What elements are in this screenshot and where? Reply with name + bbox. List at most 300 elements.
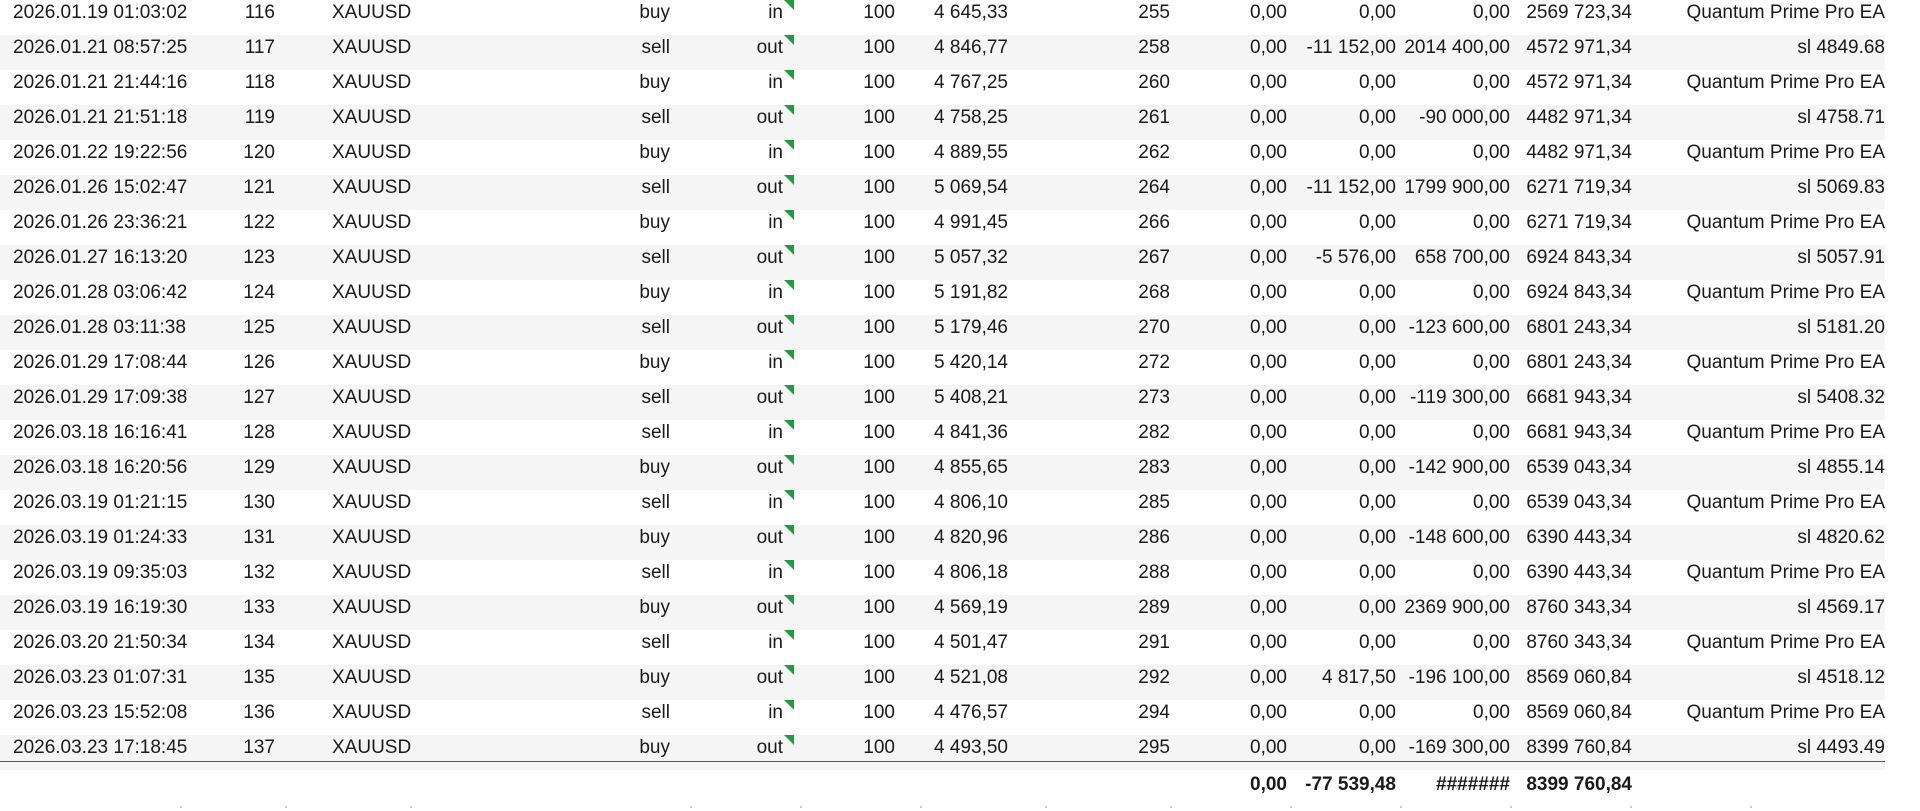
deal-comment: Quantum Prime Pro EA — [1686, 352, 1885, 373]
deal-order: 282 — [1138, 422, 1170, 443]
column-tick — [800, 806, 802, 808]
deal-volume: 100 — [863, 142, 895, 163]
deal-swap: 0,00 — [1359, 317, 1396, 338]
table-row[interactable] — [0, 175, 1885, 210]
direction-flag-icon — [784, 455, 794, 465]
deal-balance: 6539 043,34 — [1526, 457, 1632, 478]
deal-volume: 100 — [863, 177, 895, 198]
deal-commission: 0,00 — [1250, 457, 1287, 478]
direction-flag-icon — [784, 665, 794, 675]
deal-symbol: XAUUSD — [332, 527, 412, 548]
table-row[interactable] — [0, 280, 1885, 315]
deal-time: 2026.03.19 01:21:15 — [13, 492, 188, 513]
deal-order: 286 — [1138, 527, 1170, 548]
deal-time: 2026.01.26 23:36:21 — [13, 212, 188, 233]
deal-price: 4 493,50 — [934, 737, 1008, 758]
deal-symbol: XAUUSD — [332, 387, 412, 408]
deal-commission: 0,00 — [1250, 72, 1287, 93]
deal-time: 2026.01.26 15:02:47 — [13, 177, 188, 198]
deal-type: sell — [641, 317, 670, 338]
deal-commission: 0,00 — [1250, 317, 1287, 338]
deal-number: 125 — [243, 317, 275, 338]
deal-comment: sl 4849.68 — [1797, 37, 1885, 58]
deal-direction: out — [756, 737, 783, 758]
deal-time: 2026.01.27 16:13:20 — [13, 247, 188, 268]
deal-direction: in — [768, 72, 783, 93]
deal-comment: sl 4493.49 — [1797, 737, 1885, 758]
totals-divider — [0, 761, 1885, 762]
deal-volume: 100 — [863, 492, 895, 513]
deal-type: sell — [641, 37, 670, 58]
deal-volume: 100 — [863, 527, 895, 548]
deal-direction: out — [756, 37, 783, 58]
deal-volume: 100 — [863, 562, 895, 583]
deal-price: 4 645,33 — [934, 2, 1008, 23]
table-row[interactable] — [0, 210, 1885, 245]
deal-price: 4 521,08 — [934, 667, 1008, 688]
deal-type: sell — [641, 387, 670, 408]
deal-profit: 0,00 — [1473, 352, 1510, 373]
deal-type: sell — [641, 702, 670, 723]
deal-profit: 0,00 — [1473, 72, 1510, 93]
deal-number: 136 — [243, 702, 275, 723]
deal-symbol: XAUUSD — [332, 632, 412, 653]
deal-balance: 6539 043,34 — [1526, 492, 1632, 513]
deal-symbol: XAUUSD — [332, 492, 412, 513]
deal-comment: sl 4569.17 — [1797, 597, 1885, 618]
deal-balance: 8569 060,84 — [1526, 702, 1632, 723]
direction-flag-icon — [784, 175, 794, 185]
deal-comment: Quantum Prime Pro EA — [1686, 72, 1885, 93]
deal-number: 134 — [243, 632, 275, 653]
deal-volume: 100 — [863, 317, 895, 338]
deal-swap: 0,00 — [1359, 107, 1396, 128]
total-commission: 0,00 — [1250, 774, 1287, 795]
deal-order: 268 — [1138, 282, 1170, 303]
table-row[interactable] — [0, 560, 1885, 595]
deal-type: buy — [639, 737, 670, 758]
deal-symbol: XAUUSD — [332, 37, 412, 58]
deal-commission: 0,00 — [1250, 2, 1287, 23]
direction-flag-icon — [784, 490, 794, 500]
deal-direction: in — [768, 282, 783, 303]
deal-comment: sl 5069.83 — [1797, 177, 1885, 198]
deal-type: sell — [641, 492, 670, 513]
direction-flag-icon — [784, 735, 794, 745]
deal-number: 131 — [243, 527, 275, 548]
direction-flag-icon — [784, 0, 794, 10]
deal-balance: 6271 719,34 — [1526, 212, 1632, 233]
deal-number: 128 — [243, 422, 275, 443]
deal-balance: 8760 343,34 — [1526, 597, 1632, 618]
deal-direction: in — [768, 142, 783, 163]
deal-direction: in — [768, 702, 783, 723]
deal-direction: out — [756, 457, 783, 478]
table-row[interactable] — [0, 245, 1885, 280]
deal-commission: 0,00 — [1250, 212, 1287, 233]
deal-order: 295 — [1138, 737, 1170, 758]
deal-direction: in — [768, 562, 783, 583]
deal-volume: 100 — [863, 737, 895, 758]
deal-time: 2026.03.19 01:24:33 — [13, 527, 188, 548]
direction-flag-icon — [784, 70, 794, 80]
deal-direction: out — [756, 597, 783, 618]
deal-commission: 0,00 — [1250, 142, 1287, 163]
deal-symbol: XAUUSD — [332, 212, 412, 233]
deal-order: 267 — [1138, 247, 1170, 268]
deal-commission: 0,00 — [1250, 597, 1287, 618]
deal-time: 2026.01.28 03:11:38 — [13, 317, 186, 338]
deal-price: 4 767,25 — [934, 72, 1008, 93]
deal-balance: 6801 243,34 — [1526, 352, 1632, 373]
deal-direction: out — [756, 247, 783, 268]
column-tick — [1630, 806, 1632, 808]
deal-comment: Quantum Prime Pro EA — [1686, 632, 1885, 653]
deal-swap: 0,00 — [1359, 737, 1396, 758]
deal-comment: sl 4820.62 — [1797, 527, 1885, 548]
deal-swap: 0,00 — [1359, 492, 1396, 513]
deal-profit: -142 900,00 — [1408, 457, 1510, 478]
deal-comment: sl 4758.71 — [1797, 107, 1885, 128]
direction-flag-icon — [784, 210, 794, 220]
deal-profit: 0,00 — [1473, 422, 1510, 443]
deal-volume: 100 — [863, 212, 895, 233]
deal-comment: Quantum Prime Pro EA — [1686, 702, 1885, 723]
deal-price: 4 806,18 — [934, 562, 1008, 583]
deal-balance: 6924 843,34 — [1526, 282, 1632, 303]
deal-balance: 6681 943,34 — [1526, 387, 1632, 408]
table-row[interactable] — [0, 665, 1885, 700]
deal-time: 2026.01.29 17:08:44 — [13, 352, 188, 373]
deal-price: 4 991,45 — [934, 212, 1008, 233]
deal-commission: 0,00 — [1250, 352, 1287, 373]
deal-swap: 0,00 — [1359, 352, 1396, 373]
deal-time: 2026.01.21 21:44:16 — [13, 72, 188, 93]
totals-row — [0, 772, 1920, 802]
deal-direction: in — [768, 422, 783, 443]
deal-number: 126 — [243, 352, 275, 373]
deal-type: buy — [639, 212, 670, 233]
deal-symbol: XAUUSD — [332, 177, 412, 198]
table-row[interactable] — [0, 595, 1885, 630]
table-row[interactable] — [0, 140, 1885, 175]
direction-flag-icon — [784, 525, 794, 535]
table-row[interactable] — [0, 105, 1885, 140]
deal-comment: Quantum Prime Pro EA — [1686, 2, 1885, 23]
deal-price: 4 476,57 — [934, 702, 1008, 723]
deal-volume: 100 — [863, 422, 895, 443]
deal-symbol: XAUUSD — [332, 247, 412, 268]
table-row[interactable] — [0, 700, 1885, 735]
deal-comment: sl 4518.12 — [1797, 667, 1885, 688]
deal-commission: 0,00 — [1250, 282, 1287, 303]
deal-volume: 100 — [863, 597, 895, 618]
direction-flag-icon — [784, 560, 794, 570]
deal-balance: 4482 971,34 — [1526, 142, 1632, 163]
table-row[interactable] — [0, 420, 1885, 455]
deal-number: 119 — [244, 107, 275, 128]
deal-balance: 6390 443,34 — [1526, 527, 1632, 548]
table-row[interactable] — [0, 455, 1885, 490]
deal-direction: in — [768, 492, 783, 513]
deal-commission: 0,00 — [1250, 737, 1287, 758]
deal-volume: 100 — [863, 702, 895, 723]
deal-type: buy — [639, 457, 670, 478]
deal-swap: 0,00 — [1359, 632, 1396, 653]
deal-balance: 4572 971,34 — [1526, 37, 1632, 58]
deal-time: 2026.01.28 03:06:42 — [13, 282, 188, 303]
deal-price: 4 806,10 — [934, 492, 1008, 513]
deal-price: 4 889,55 — [934, 142, 1008, 163]
direction-flag-icon — [784, 140, 794, 150]
deal-order: 266 — [1138, 212, 1170, 233]
deal-number: 123 — [243, 247, 275, 268]
deal-direction: out — [756, 107, 783, 128]
deal-price: 4 820,96 — [934, 527, 1008, 548]
deal-direction: in — [768, 2, 783, 23]
deal-type: sell — [641, 177, 670, 198]
direction-flag-icon — [784, 280, 794, 290]
deal-profit: 2014 400,00 — [1404, 37, 1510, 58]
deal-volume: 100 — [863, 247, 895, 268]
deal-time: 2026.03.19 09:35:03 — [13, 562, 188, 583]
deal-number: 122 — [243, 212, 275, 233]
deal-symbol: XAUUSD — [332, 457, 412, 478]
table-row[interactable] — [0, 0, 1885, 35]
deal-balance: 8760 343,34 — [1526, 632, 1632, 653]
deal-price: 5 420,14 — [934, 352, 1008, 373]
deal-volume: 100 — [863, 457, 895, 478]
column-tick — [180, 806, 182, 808]
deal-order: 283 — [1138, 457, 1170, 478]
direction-flag-icon — [784, 245, 794, 255]
deal-volume: 100 — [863, 352, 895, 373]
deal-swap: 0,00 — [1359, 527, 1396, 548]
deal-balance: 6681 943,34 — [1526, 422, 1632, 443]
table-row[interactable] — [0, 315, 1885, 350]
deal-volume: 100 — [863, 72, 895, 93]
deal-type: buy — [639, 142, 670, 163]
deal-swap: 0,00 — [1359, 212, 1396, 233]
deal-order: 260 — [1138, 72, 1170, 93]
column-tick — [1400, 806, 1402, 808]
deal-swap: 0,00 — [1359, 457, 1396, 478]
deal-profit: 0,00 — [1473, 142, 1510, 163]
deal-number: 116 — [244, 2, 275, 23]
deal-time: 2026.03.23 15:52:08 — [13, 702, 188, 723]
deal-symbol: XAUUSD — [332, 2, 412, 23]
deal-type: sell — [641, 107, 670, 128]
deal-swap: 0,00 — [1359, 562, 1396, 583]
deal-order: 258 — [1138, 37, 1170, 58]
table-row[interactable] — [0, 70, 1885, 105]
deal-profit: 0,00 — [1473, 632, 1510, 653]
total-swap: -77 539,48 — [1305, 774, 1396, 795]
deal-volume: 100 — [863, 2, 895, 23]
table-row[interactable] — [0, 630, 1885, 665]
deal-commission: 0,00 — [1250, 527, 1287, 548]
deal-order: 262 — [1138, 142, 1170, 163]
deal-volume: 100 — [863, 37, 895, 58]
deal-comment: Quantum Prime Pro EA — [1686, 212, 1885, 233]
deal-balance: 8399 760,84 — [1526, 737, 1632, 758]
deal-number: 130 — [243, 492, 275, 513]
deal-time: 2026.03.18 16:20:56 — [13, 457, 188, 478]
deal-time: 2026.03.18 16:16:41 — [13, 422, 188, 443]
deal-profit: 658 700,00 — [1414, 247, 1510, 268]
deal-type: sell — [641, 422, 670, 443]
deal-balance: 6924 843,34 — [1526, 247, 1632, 268]
deal-direction: out — [756, 317, 783, 338]
deal-price: 4 758,25 — [934, 107, 1008, 128]
deal-commission: 0,00 — [1250, 492, 1287, 513]
deal-commission: 0,00 — [1250, 247, 1287, 268]
deal-symbol: XAUUSD — [332, 72, 412, 93]
direction-flag-icon — [784, 315, 794, 325]
direction-flag-icon — [784, 700, 794, 710]
deal-comment: Quantum Prime Pro EA — [1686, 422, 1885, 443]
direction-flag-icon — [784, 35, 794, 45]
deal-profit: 0,00 — [1473, 2, 1510, 23]
deal-order: 255 — [1138, 2, 1170, 23]
deal-commission: 0,00 — [1250, 387, 1287, 408]
column-tick — [1510, 806, 1512, 808]
deal-commission: 0,00 — [1250, 177, 1287, 198]
deal-profit: 1799 900,00 — [1404, 177, 1510, 198]
deal-symbol: XAUUSD — [332, 667, 412, 688]
deal-order: 292 — [1138, 667, 1170, 688]
deal-order: 289 — [1138, 597, 1170, 618]
deal-time: 2026.03.19 16:19:30 — [13, 597, 188, 618]
deal-profit: -196 100,00 — [1408, 667, 1510, 688]
deal-profit: -123 600,00 — [1408, 317, 1510, 338]
deal-symbol: XAUUSD — [332, 142, 412, 163]
deal-type: buy — [639, 2, 670, 23]
deal-profit: -169 300,00 — [1408, 737, 1510, 758]
deal-profit: 0,00 — [1473, 702, 1510, 723]
deal-type: sell — [641, 632, 670, 653]
deal-symbol: XAUUSD — [332, 422, 412, 443]
deal-volume: 100 — [863, 282, 895, 303]
deal-commission: 0,00 — [1250, 632, 1287, 653]
deal-direction: in — [768, 212, 783, 233]
deal-time: 2026.01.21 21:51:18 — [13, 107, 188, 128]
deal-profit: 0,00 — [1473, 282, 1510, 303]
deal-profit: 0,00 — [1473, 492, 1510, 513]
deal-type: buy — [639, 352, 670, 373]
deal-order: 273 — [1138, 387, 1170, 408]
deal-price: 5 069,54 — [934, 177, 1008, 198]
deal-number: 124 — [243, 282, 275, 303]
deal-swap: 0,00 — [1359, 702, 1396, 723]
deal-swap: 4 817,50 — [1322, 667, 1396, 688]
deal-number: 117 — [244, 37, 275, 58]
deal-swap: -11 152,00 — [1306, 177, 1396, 198]
deal-balance: 4572 971,34 — [1526, 72, 1632, 93]
deal-price: 5 057,32 — [934, 247, 1008, 268]
deal-order: 294 — [1138, 702, 1170, 723]
column-tick — [1290, 806, 1292, 808]
deal-symbol: XAUUSD — [332, 597, 412, 618]
deal-type: sell — [641, 247, 670, 268]
deal-number: 127 — [243, 387, 275, 408]
deal-volume: 100 — [863, 387, 895, 408]
deal-order: 285 — [1138, 492, 1170, 513]
deal-order: 270 — [1138, 317, 1170, 338]
table-row[interactable] — [0, 735, 1885, 770]
direction-flag-icon — [784, 385, 794, 395]
deal-order: 264 — [1138, 177, 1170, 198]
table-row[interactable] — [0, 385, 1885, 420]
deal-time: 2026.01.19 01:03:02 — [13, 2, 188, 23]
deal-swap: 0,00 — [1359, 387, 1396, 408]
deal-number: 137 — [243, 737, 275, 758]
table-row[interactable] — [0, 350, 1885, 385]
deal-balance: 2569 723,34 — [1526, 2, 1632, 23]
deal-profit: -148 600,00 — [1408, 527, 1510, 548]
cell-grid-ticks — [0, 806, 1920, 811]
column-tick — [410, 806, 412, 808]
deal-type: buy — [639, 72, 670, 93]
deal-swap: -5 576,00 — [1315, 247, 1396, 268]
deal-symbol: XAUUSD — [332, 317, 412, 338]
deal-commission: 0,00 — [1250, 37, 1287, 58]
deal-swap: 0,00 — [1359, 597, 1396, 618]
deal-commission: 0,00 — [1250, 107, 1287, 128]
deal-time: 2026.03.20 21:50:34 — [13, 632, 188, 653]
deal-price: 4 841,36 — [934, 422, 1008, 443]
table-row[interactable] — [0, 490, 1885, 525]
deal-number: 120 — [243, 142, 275, 163]
deal-number: 135 — [243, 667, 275, 688]
direction-flag-icon — [784, 420, 794, 430]
deal-commission: 0,00 — [1250, 562, 1287, 583]
deal-profit: 2369 900,00 — [1404, 597, 1510, 618]
deal-direction: out — [756, 177, 783, 198]
deal-order: 288 — [1138, 562, 1170, 583]
deal-order: 272 — [1138, 352, 1170, 373]
column-tick — [690, 806, 692, 808]
deal-commission: 0,00 — [1250, 422, 1287, 443]
deal-balance: 6801 243,34 — [1526, 317, 1632, 338]
deal-commission: 0,00 — [1250, 702, 1287, 723]
deal-symbol: XAUUSD — [332, 737, 412, 758]
column-tick — [1170, 806, 1172, 808]
deal-direction: out — [756, 527, 783, 548]
deal-balance: 6271 719,34 — [1526, 177, 1632, 198]
deal-direction: out — [756, 387, 783, 408]
table-row[interactable] — [0, 35, 1885, 70]
deal-swap: 0,00 — [1359, 282, 1396, 303]
deal-profit: 0,00 — [1473, 212, 1510, 233]
deal-number: 132 — [243, 562, 275, 583]
deal-direction: out — [756, 667, 783, 688]
deal-profit: -90 000,00 — [1419, 107, 1510, 128]
deal-number: 129 — [243, 457, 275, 478]
direction-flag-icon — [784, 595, 794, 605]
table-row[interactable] — [0, 525, 1885, 560]
direction-flag-icon — [784, 350, 794, 360]
deal-symbol: XAUUSD — [332, 562, 412, 583]
deal-price: 4 846,77 — [934, 37, 1008, 58]
column-tick — [1750, 806, 1752, 808]
deal-swap: 0,00 — [1359, 422, 1396, 443]
deal-commission: 0,00 — [1250, 667, 1287, 688]
deal-comment: Quantum Prime Pro EA — [1686, 492, 1885, 513]
column-tick — [285, 806, 287, 808]
deal-type: buy — [639, 527, 670, 548]
deal-swap: 0,00 — [1359, 2, 1396, 23]
